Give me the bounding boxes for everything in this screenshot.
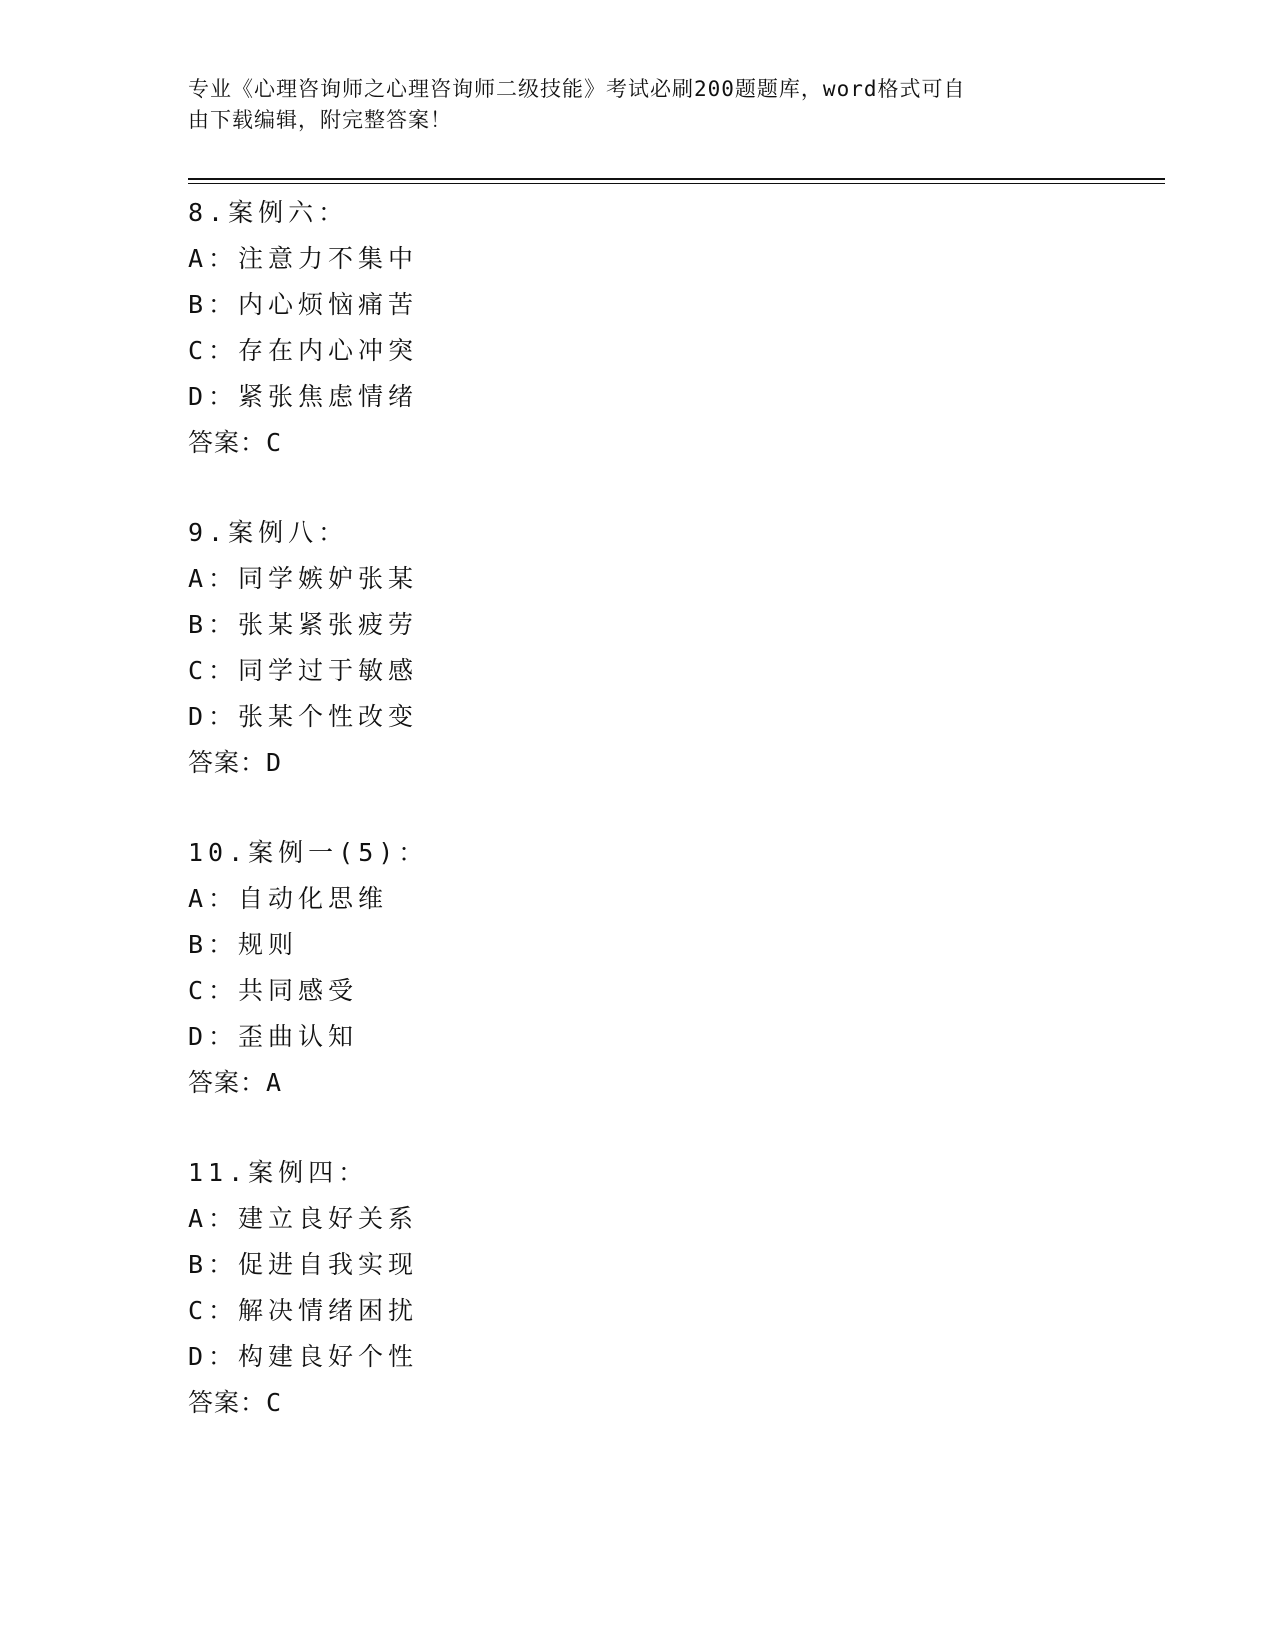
answer-value: A <box>266 1068 283 1097</box>
question-9 <box>188 510 1088 786</box>
answer-line <box>188 1060 1088 1106</box>
answer-label: 答案： <box>188 1388 267 1417</box>
option-a: A：注意力不集中 <box>188 244 419 273</box>
answer-label: 答案： <box>188 428 267 457</box>
document-header <box>188 74 1068 136</box>
answer-line <box>188 1380 1088 1426</box>
option-c: C：同学过于敏感 <box>188 656 419 685</box>
answer-label: 答案： <box>188 1068 267 1097</box>
option-c: C：存在内心冲突 <box>188 336 419 365</box>
header-line-2: 由下载编辑，附完整答案！ <box>188 108 452 132</box>
option-d: D：紧张焦虑情绪 <box>188 382 419 411</box>
question-title: 8.案例六： <box>188 198 349 227</box>
option-b: B：张某紧张疲劳 <box>188 610 419 639</box>
header-divider-thin <box>188 183 1165 184</box>
option-a: A：自动化思维 <box>188 884 389 913</box>
option-c: C：共同感受 <box>188 976 359 1005</box>
answer-line <box>188 740 1088 786</box>
answer-value: C <box>266 1388 283 1417</box>
answer-label: 答案： <box>188 748 267 777</box>
option-b: B：内心烦恼痛苦 <box>188 290 419 319</box>
answer-line <box>188 420 1088 466</box>
option-c: C：解决情绪困扰 <box>188 1296 419 1325</box>
option-b: B：促进自我实现 <box>188 1250 419 1279</box>
header-divider-thick <box>188 178 1165 180</box>
option-d: D：张某个性改变 <box>188 702 419 731</box>
option-a: A：同学嫉妒张某 <box>188 564 419 593</box>
option-d: D：构建良好个性 <box>188 1342 419 1371</box>
question-title: 10.案例一(5)： <box>188 838 429 867</box>
question-10 <box>188 830 1088 1106</box>
answer-value: C <box>266 428 283 457</box>
question-11 <box>188 1150 1088 1426</box>
answer-value: D <box>266 748 283 777</box>
question-title: 11.案例四： <box>188 1158 369 1187</box>
question-title: 9.案例八： <box>188 518 349 547</box>
question-8 <box>188 190 1088 466</box>
header-line-1: 专业《心理咨询师之心理咨询师二级技能》考试必刷200题题库，word格式可自 <box>188 77 966 101</box>
option-b: B：规则 <box>188 930 299 959</box>
question-list <box>188 190 1088 1470</box>
option-d: D：歪曲认知 <box>188 1022 359 1051</box>
option-a: A：建立良好关系 <box>188 1204 419 1233</box>
